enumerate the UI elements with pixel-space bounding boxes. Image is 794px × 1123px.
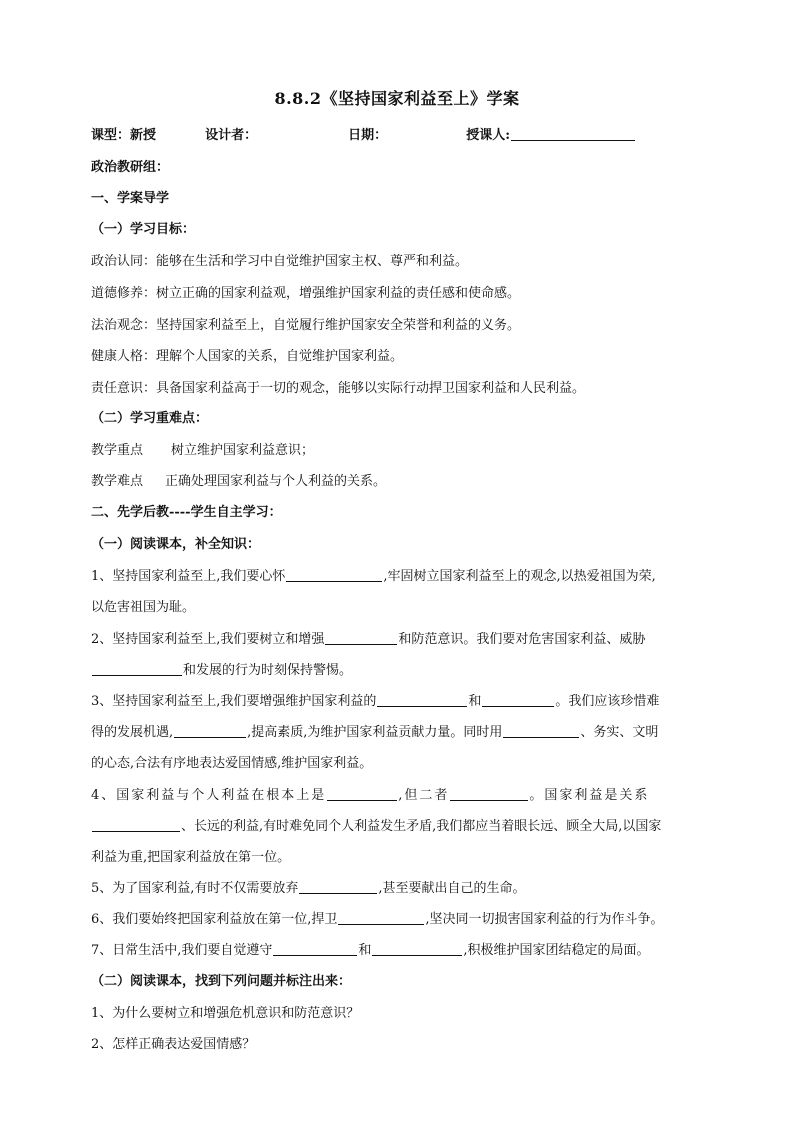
question-text: ,牢固树立国家利益至上的观念,以热爱祖国为荣, xyxy=(383,569,656,584)
question-text: 和发展的行为时刻保持警惕。 xyxy=(183,663,353,678)
difficulty-text: 正确处理国家利益与个人利益的关系。 xyxy=(165,474,387,489)
question-text: 2、坚持国家利益至上,我们要树立和增强 xyxy=(91,632,325,647)
question-2-cont xyxy=(91,659,704,678)
question-text: 1、坚持国家利益至上,我们要心怀 xyxy=(91,569,286,584)
designer-label: 设计者： xyxy=(205,128,258,143)
question-text: ,提高素质,为维护国家利益贡献力量。同时用 xyxy=(247,725,503,740)
question-text: 5、为了国家利益,有时不仅需要放弃 xyxy=(91,881,299,896)
answer-blank[interactable] xyxy=(482,692,554,707)
answer-blank[interactable] xyxy=(325,630,397,645)
question-text: 。我们应该珍惜难 xyxy=(555,694,660,709)
difficulty-label: 教学难点 xyxy=(91,474,144,489)
answer-blank[interactable] xyxy=(286,567,382,582)
answer-blank[interactable] xyxy=(503,723,579,738)
question-3-cont xyxy=(91,721,704,740)
question-3 xyxy=(91,690,704,709)
question-text: 和防范意识。我们要对危害国家利益、威胁 xyxy=(398,632,646,647)
question-1-cont: 以危害祖国为耻。 xyxy=(91,600,196,615)
lesson-type: 课型：新授 xyxy=(91,128,157,143)
goal-item: 法治观念：坚持国家利益至上，自觉履行维护国家安全荣誉和利益的义务。 xyxy=(91,318,521,333)
question-text: ,甚至要献出自己的生命。 xyxy=(378,881,526,896)
reading-question-1: 1、为什么要树立和增强危机意识和防范意识？ xyxy=(91,1006,360,1021)
question-text: 6、我们要始终把国家利益放在第一位,捍卫 xyxy=(91,912,338,927)
answer-blank[interactable] xyxy=(377,692,467,707)
answer-blank[interactable] xyxy=(450,786,528,801)
answer-blank[interactable] xyxy=(299,879,377,894)
goal-item: 政治认同：能够在生活和学习中自觉维护国家主权、尊严和利益。 xyxy=(91,254,469,269)
question-4-cont xyxy=(91,815,704,834)
question-text: ,积极维护国家团结稳定的局面。 xyxy=(463,943,650,958)
question-text: 、长远的利益,有时难免同个人利益发生矛盾,我们都应当着眼长远、顾全大局,以国家 xyxy=(181,819,662,834)
answer-blank[interactable] xyxy=(92,817,180,832)
question-text: 3、坚持国家利益至上,我们要增强维护国家利益的 xyxy=(91,694,377,709)
answer-blank[interactable] xyxy=(273,941,357,956)
question-5 xyxy=(91,877,704,896)
question-2 xyxy=(91,628,704,647)
goal-item: 道德修养：树立正确的国家利益观，增强维护国家利益的责任感和使命感。 xyxy=(91,286,521,301)
question-4 xyxy=(91,784,704,803)
group-label: 政治教研组： xyxy=(91,160,170,175)
key-point-label: 教学重点 xyxy=(91,443,144,458)
reading-question-2: 2、怎样正确表达爱国情感？ xyxy=(91,1037,256,1052)
question-text: 4、国家利益与个人利益在根本上是 xyxy=(91,788,327,803)
question-text: 和 xyxy=(468,694,482,709)
subheading-read-find: （二）阅读课本，找到下列问题并标注出来： xyxy=(91,974,352,989)
question-text: 7、日常生活中,我们要自觉遵守 xyxy=(91,943,273,958)
question-1 xyxy=(91,565,704,584)
key-point-text: 树立维护国家利益意识； xyxy=(171,443,315,458)
question-text: 。国家利益是关系 xyxy=(529,788,650,803)
question-text: 得的发展机遇, xyxy=(91,725,174,740)
goal-item: 责任意识：具备国家利益高于一切的观念，能够以实际行动捍卫国家利益和人民利益。 xyxy=(91,381,586,396)
meta-row xyxy=(91,124,704,143)
question-7 xyxy=(91,939,704,958)
question-4-cont: 利益为重,把国家利益放在第一位。 xyxy=(91,850,291,865)
date-label: 日期： xyxy=(348,128,388,143)
subheading-key-points: （二）学习重难点： xyxy=(91,411,209,426)
goal-item: 健康人格：理解个人国家的关系，自觉维护国家利益。 xyxy=(91,349,404,364)
section-heading-1: 一、学案导学 xyxy=(91,191,170,206)
difficulty-row xyxy=(91,470,704,489)
question-6 xyxy=(91,908,704,927)
document-title: 8.8.2《坚持国家利益至上》学案 xyxy=(274,89,520,108)
question-text: ,但二者 xyxy=(398,788,450,803)
answer-blank[interactable] xyxy=(372,941,462,956)
subheading-fill-in: （一）阅读课本，补全知识： xyxy=(91,537,261,552)
answer-blank[interactable] xyxy=(338,910,424,925)
question-text: 、务实、文明 xyxy=(580,725,659,740)
key-point-row xyxy=(91,439,704,458)
section-heading-2: 二、先学后教----学生自主学习： xyxy=(91,505,282,520)
answer-blank[interactable] xyxy=(327,786,397,801)
teacher-blank xyxy=(511,126,635,141)
subheading-goals: （一）学习目标： xyxy=(91,222,196,237)
question-text: ,坚决同一切损害国家利益的行为作斗争。 xyxy=(425,912,664,927)
question-3-cont: 的心态,合法有序地表达爱国情感,维护国家利益。 xyxy=(91,756,373,771)
teacher-label: 授课人: xyxy=(466,128,511,143)
answer-blank[interactable] xyxy=(174,723,246,738)
question-text: 和 xyxy=(358,943,372,958)
answer-blank[interactable] xyxy=(92,661,182,676)
